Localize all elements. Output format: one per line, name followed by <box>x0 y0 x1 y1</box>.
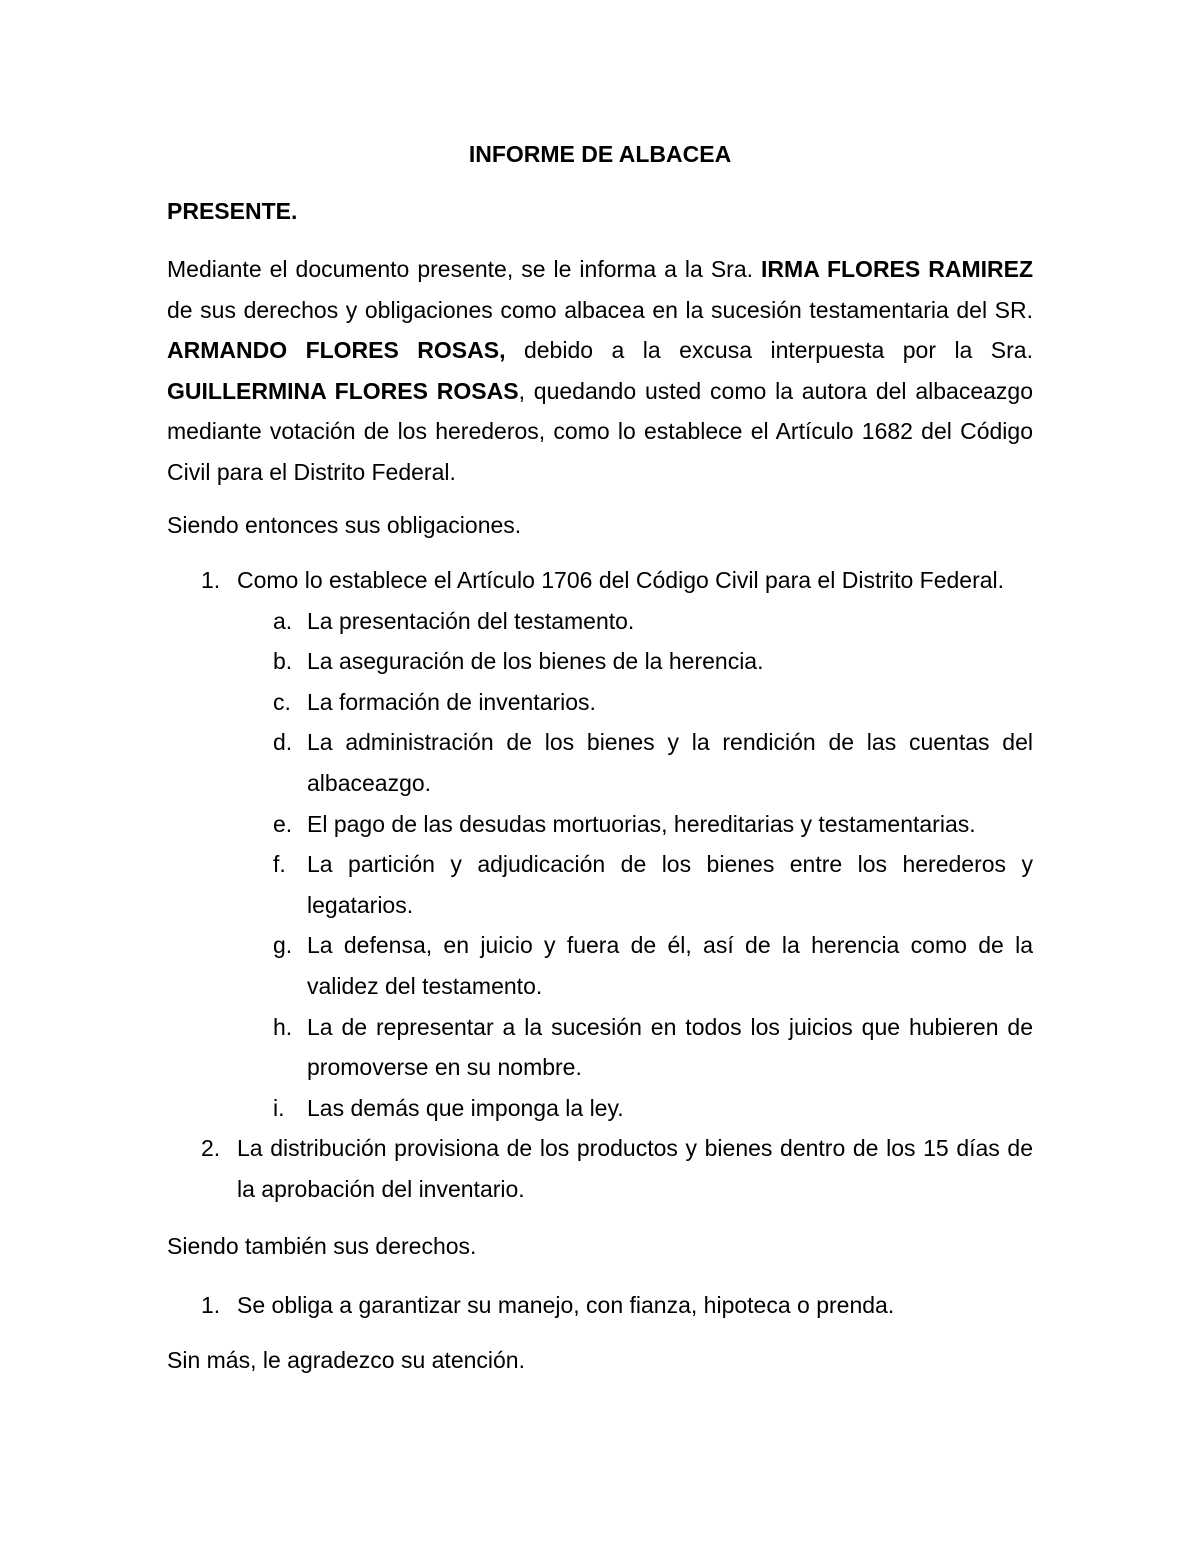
list-item <box>167 1128 1033 1209</box>
excused-executor-name: GUILLERMINA FLORES ROSAS <box>167 377 519 404</box>
sub-list-letter: d. <box>273 729 293 756</box>
sub-list-item <box>237 804 1033 845</box>
sub-list-letter: c. <box>273 688 291 715</box>
sub-list-item <box>237 1088 1033 1129</box>
sub-list-item-text: La formación de inventarios. <box>307 688 596 715</box>
sub-list-item <box>237 641 1033 682</box>
sub-list-letter: i. <box>273 1094 285 1121</box>
intro-text: Mediante el documento presente, se le informa a la Sra. <box>167 256 762 282</box>
intro-paragraph <box>167 249 1033 493</box>
rights-list <box>167 1285 1033 1326</box>
sub-list-item-text: La defensa, en juicio y fuera de él, así de la herencia como de la validez del testamento. <box>307 932 1033 999</box>
document-page <box>167 0 1033 1553</box>
sub-list-item <box>237 601 1033 642</box>
list-item <box>167 560 1033 1128</box>
list-number: 2. <box>201 1135 221 1162</box>
sub-list-letter: h. <box>273 1013 293 1040</box>
list-item <box>167 1285 1033 1326</box>
sub-list <box>237 601 1033 1129</box>
sub-list-item <box>237 682 1033 723</box>
list-item-text: Como lo establece el Artículo 1706 del Código Civil para el Distrito Federal. <box>237 567 1005 593</box>
document-title: INFORME DE ALBACEA <box>468 141 732 167</box>
sub-list-item-text: La aseguración de los bienes de la herencia. <box>307 648 764 675</box>
intro-text: , quedando usted como la autora del albaceazgo mediante votación de los herederos, como lo establece el Artículo 1682 del Código Civil para el Distrito Federal. <box>167 377 1033 485</box>
sub-list-item-text: La de representar a la sucesión en todos los juicios que hubieren de promoverse en su nombre. <box>307 1013 1033 1081</box>
sub-list-item <box>237 844 1033 925</box>
sub-list-letter: f. <box>273 851 286 878</box>
sub-list-letter: b. <box>273 648 293 675</box>
list-item-text: La distribución provisiona de los productos y bienes dentro de los 15 días de la aprobación del inventario. <box>237 1135 1033 1202</box>
list-item-text: Se obliga a garantizar su manejo, con fianza, hipoteca o prenda. <box>237 1292 895 1318</box>
sub-list-item-text: La presentación del testamento. <box>307 607 635 634</box>
sub-list-item-text: El pago de las desudas mortuorias, hereditarias y testamentarias. <box>307 810 976 837</box>
sub-list-letter: e. <box>273 810 293 837</box>
greeting: PRESENTE. <box>167 198 298 224</box>
closing-line: Sin más, le agradezco su atención. <box>167 1347 525 1373</box>
list-number: 1. <box>201 1292 221 1318</box>
obligations-heading: Siendo entonces sus obligaciones. <box>167 512 522 538</box>
intro-text: debido a la excusa interpuesta por la Sra. <box>505 337 1033 364</box>
deceased-name: ARMANDO FLORES ROSAS, <box>167 337 506 364</box>
rights-heading: Siendo también sus derechos. <box>167 1233 477 1259</box>
sub-list-item <box>237 1007 1033 1088</box>
sub-list-item-text: Las demás que imponga la ley. <box>307 1094 624 1121</box>
intro-text: de sus derechos y obligaciones como albacea en la sucesión testamentaria del SR. <box>167 296 1033 323</box>
sub-list-letter: a. <box>273 607 293 634</box>
sub-list-item-text: La partición y adjudicación de los bienes entre los herederos y legatarios. <box>307 851 1033 918</box>
executor-name: IRMA FLORES RAMIREZ <box>761 256 1034 282</box>
obligations-list <box>167 560 1033 1210</box>
sub-list-letter: g. <box>273 932 293 959</box>
sub-list-item-text: La administración de los bienes y la rendición de las cuentas del albaceazgo. <box>307 729 1033 796</box>
sub-list-item <box>237 722 1033 803</box>
sub-list-item <box>237 925 1033 1006</box>
list-number: 1. <box>201 567 221 593</box>
